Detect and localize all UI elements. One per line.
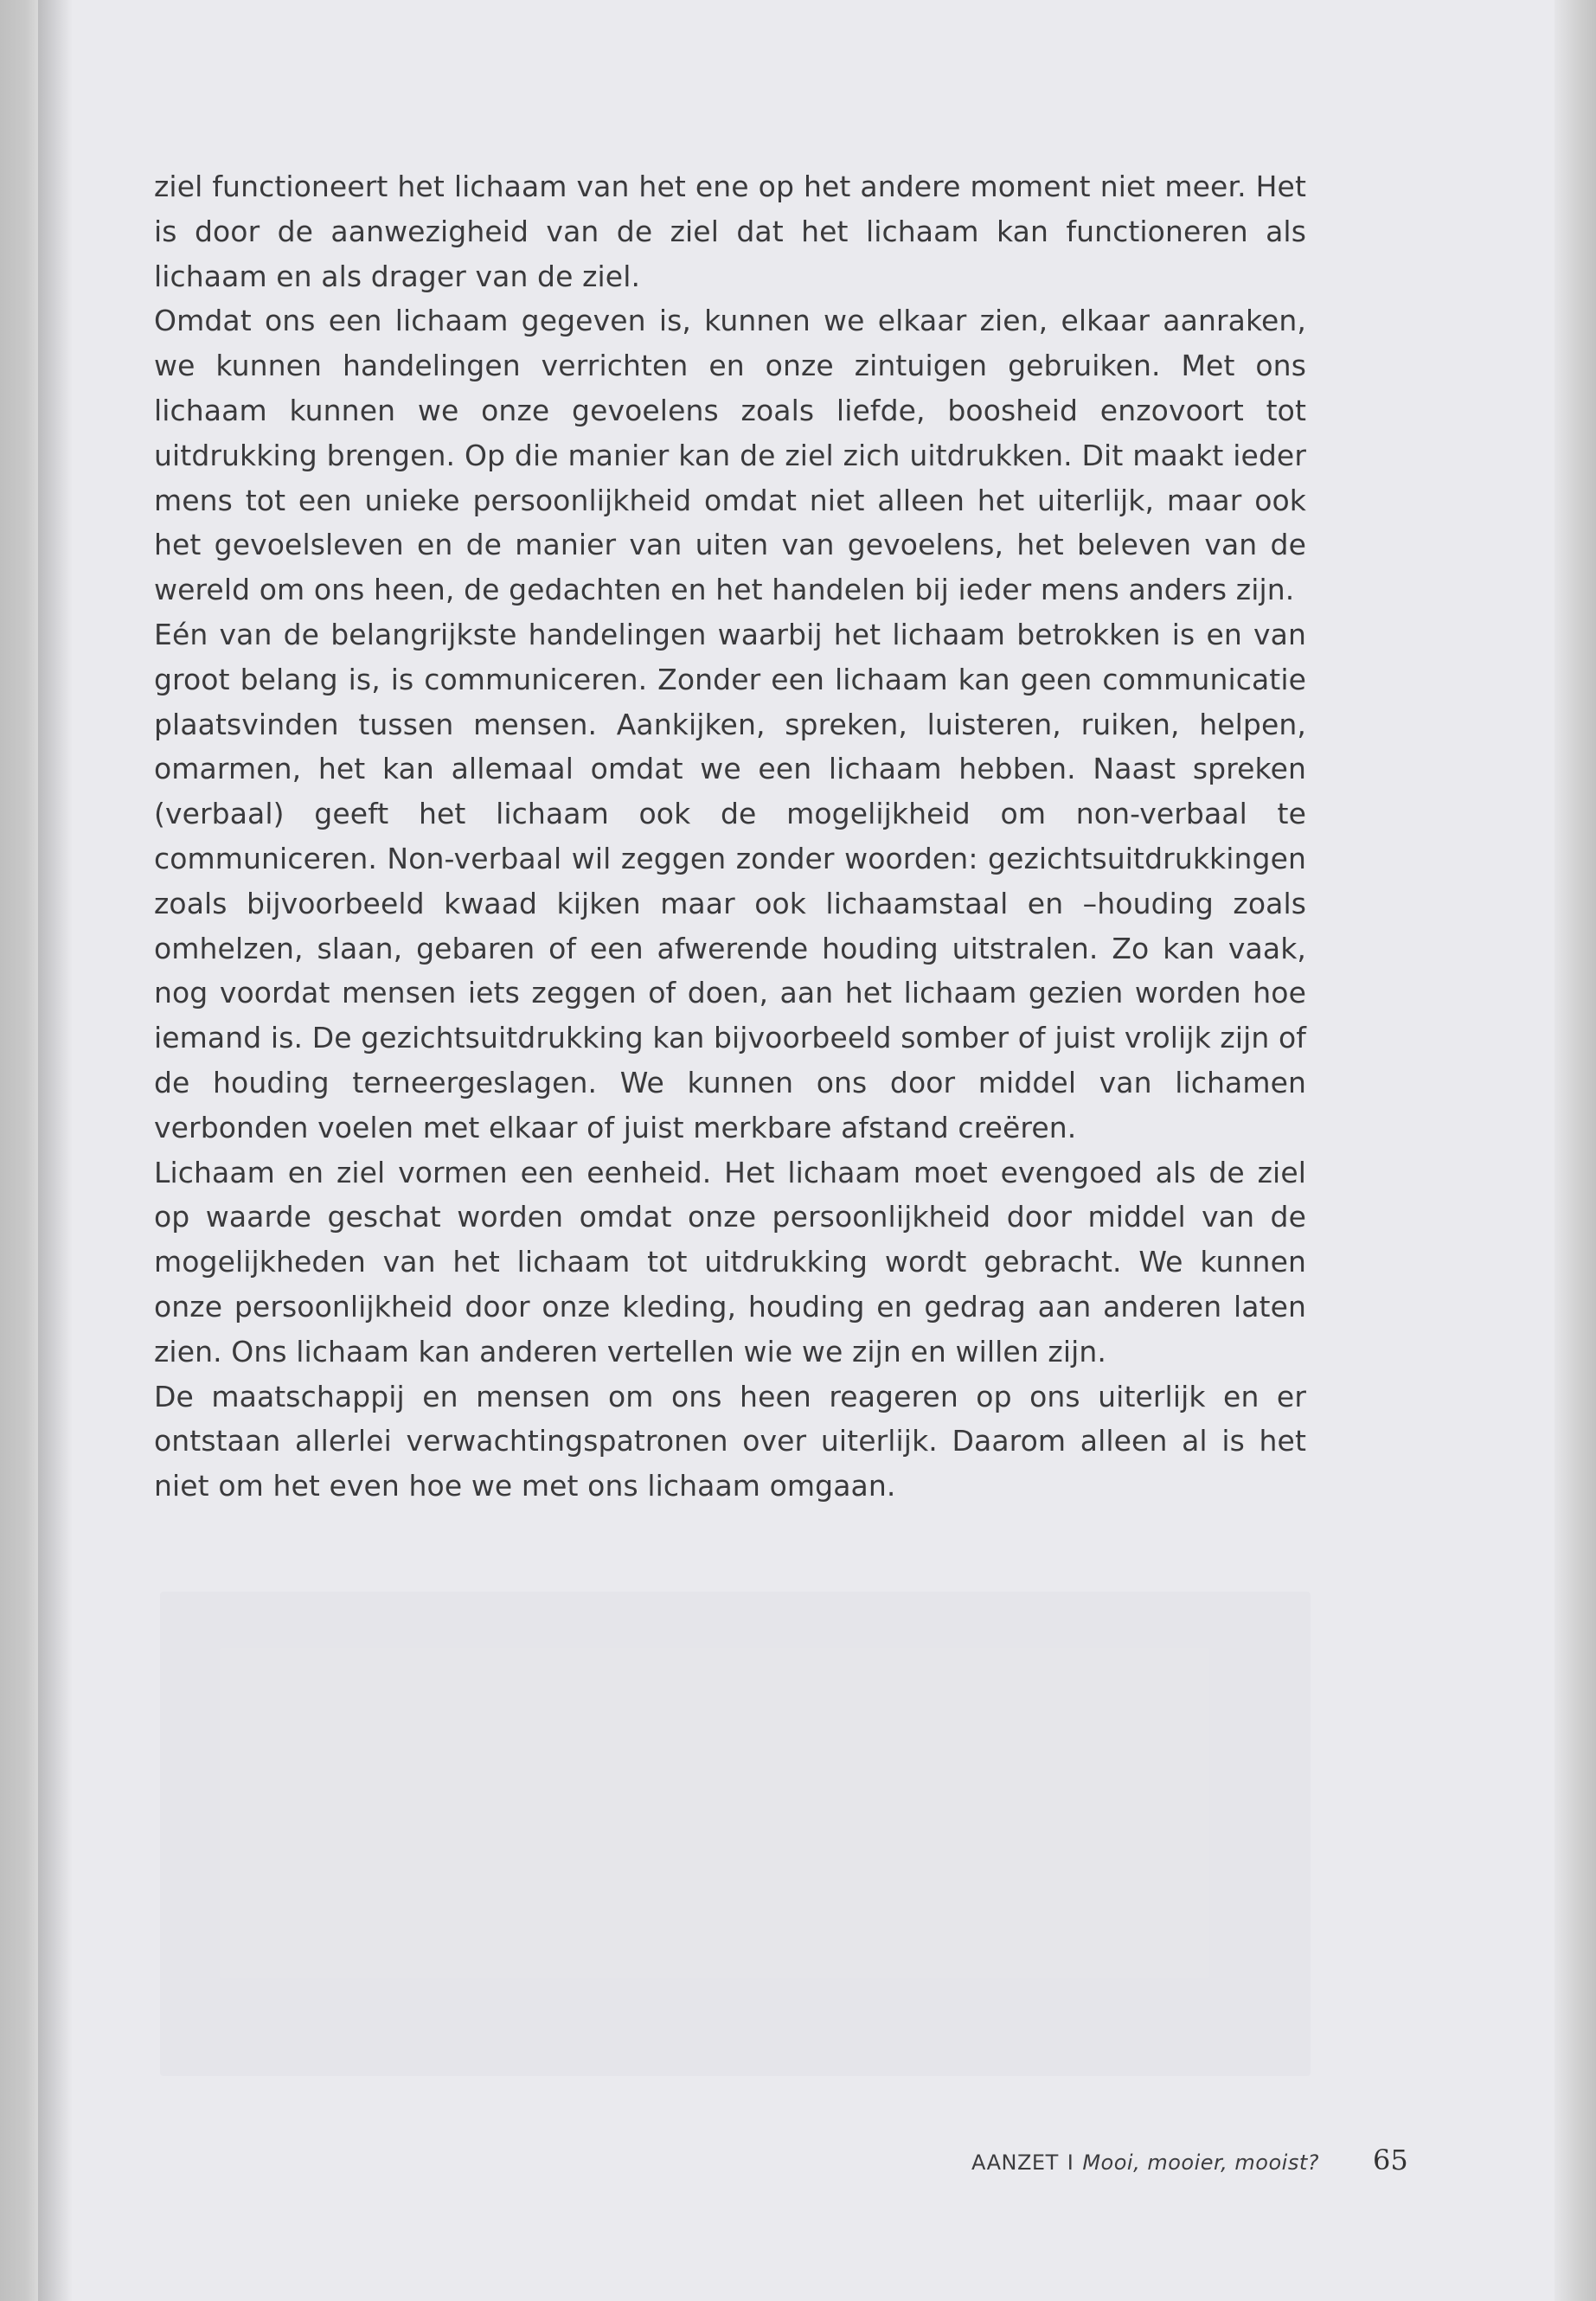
footer-separator: I — [1067, 2150, 1074, 2175]
page-edge — [1554, 0, 1596, 2301]
body-text — [154, 164, 1306, 1509]
paragraph: De maatschappij en mensen om ons heen reageren op ons uiterlijk en er ontstaan allerlei verwachtingspatronen over uiterlijk. Daarom alleen al is het niet om het even hoe we met ons lichaam omgaan. — [154, 1379, 1306, 1503]
page-number: 65 — [1373, 2144, 1408, 2176]
paragraph: Lichaam en ziel vormen een eenheid. Het lichaam moet evengoed als de ziel op waarde geschat worden omdat onze persoonlijkheid door middel van de mogelijkheden van het lichaam tot uitdrukking wordt gebracht. We kunnen onze persoonlijkheid door onze kleding, houding en gedrag aan anderen laten zien. Ons lichaam kan anderen vertellen wie we zijn en willen zijn. — [154, 1155, 1306, 1368]
show-through-ghost — [160, 1592, 1311, 2076]
page-footer — [0, 2144, 1596, 2187]
paragraph: ziel functioneert het lichaam van het ene op het andere moment niet meer. Het is door de aanwezigheid van de ziel dat het lichaam kan functioneren als lichaam en als drager van de ziel. — [154, 170, 1306, 293]
running-head: AANZET — [971, 2150, 1059, 2175]
book-title: Mooi, mooier, mooist? — [1082, 2150, 1319, 2175]
spine-shadow — [38, 0, 73, 2301]
paragraph: Eén van de belangrijkste handelingen waarbij het lichaam betrokken is en van groot belang is, is communiceren. Zonder een lichaam kan geen communicatie plaatsvinden tussen mensen. Aankijken, spreken, luisteren, ruiken, helpen, omarmen, het kan allemaal omdat we een lichaam hebben. Naast spreken (verbaal) geeft het lichaam ook de mogelijkheid om non-verbaal te communiceren. Non-verbaal wil zeggen zonder woorden: gezichtsuitdrukkingen zoals bijvoorbeeld kwaad kijken maar ook lichaamstaal en –houding zoals omhelzen, slaan, gebaren of een afwerende houding uitstralen. Zo kan vaak, nog voordat mensen iets zeggen of doen, aan het lichaam gezien worden hoe iemand is. De gezichtsuitdrukking kan bijvoorbeeld somber of juist vrolijk zijn of de houding terneergeslagen. We kunnen ons door middel van lichamen verbonden voelen met elkaar of juist merkbare afstand creëren. — [154, 617, 1306, 1144]
paragraph: Omdat ons een lichaam gegeven is, kunnen we elkaar zien, elkaar aanraken, we kunnen handelingen verrichten en onze zintuigen gebruiken. Met ons lichaam kunnen we onze gevoelens zoals liefde, boosheid enzovoort tot uitdrukking brengen. Op die manier kan de ziel zich uitdrukken. Dit maakt ieder mens tot een unieke persoonlijkheid omdat niet alleen het uiterlijk, maar ook het gevoelsleven en de manier van uiten van gevoelens, het beleven van de wereld om ons heen, de gedachten en het handelen bij ieder mens anders zijn. — [154, 304, 1306, 607]
running-footer — [971, 2150, 1319, 2175]
